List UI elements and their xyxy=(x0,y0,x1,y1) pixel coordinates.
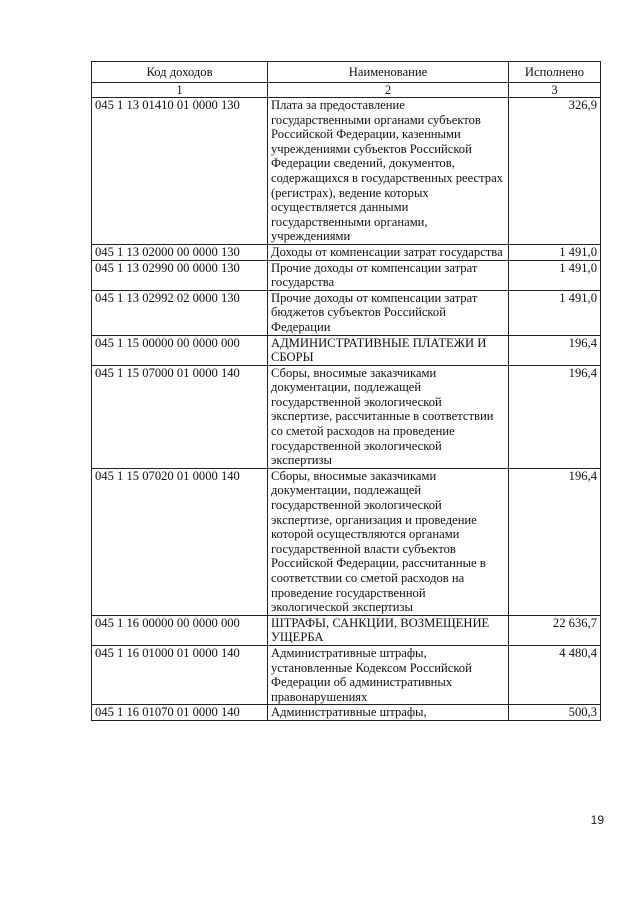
table-row xyxy=(92,260,601,290)
header-row xyxy=(92,62,601,83)
table-row xyxy=(92,705,601,721)
row-code: 045 1 13 01410 01 0000 130 xyxy=(92,98,268,245)
page-number: 19 xyxy=(590,813,604,827)
table-row xyxy=(92,98,601,245)
row-code: 045 1 15 07020 01 0000 140 xyxy=(92,468,268,615)
row-code: 045 1 15 00000 00 0000 000 xyxy=(92,335,268,365)
row-name: Плата за предоставление государственными органами субъектов Российской Федерации, казенными учреждениями субъектов Российской Федерации сведений, документов, содержащихся в государственных реестрах (регистрах), ведение которых осуществляется данными государственными органами, учреждениями xyxy=(268,98,509,245)
table-row xyxy=(92,645,601,704)
column-number-3: 3 xyxy=(509,83,601,98)
row-value: 196,4 xyxy=(509,365,601,468)
row-name: АДМИНИСТРАТИВНЫЕ ПЛАТЕЖИ И СБОРЫ xyxy=(268,335,509,365)
row-value: 1 491,0 xyxy=(509,290,601,335)
row-name: Прочие доходы от компенсации затрат государства xyxy=(268,260,509,290)
table-row xyxy=(92,615,601,645)
table-row xyxy=(92,365,601,468)
column-number-1: 1 xyxy=(92,83,268,98)
table-row xyxy=(92,290,601,335)
row-value: 1 491,0 xyxy=(509,244,601,260)
row-name: Административные штрафы, установленные Кодексом Российской Федерации об административных правонарушениях xyxy=(268,645,509,704)
row-code: 045 1 13 02992 02 0000 130 xyxy=(92,290,268,335)
row-code: 045 1 16 00000 00 0000 000 xyxy=(92,615,268,645)
row-value: 196,4 xyxy=(509,335,601,365)
row-code: 045 1 16 01000 01 0000 140 xyxy=(92,645,268,704)
header-value: Исполнено xyxy=(509,62,601,83)
column-number-row xyxy=(92,83,601,98)
revenue-table xyxy=(91,61,601,721)
table-row xyxy=(92,335,601,365)
row-value: 1 491,0 xyxy=(509,260,601,290)
row-code: 045 1 13 02990 00 0000 130 xyxy=(92,260,268,290)
row-code: 045 1 13 02000 00 0000 130 xyxy=(92,244,268,260)
table-row xyxy=(92,244,601,260)
header-name: Наименование xyxy=(268,62,509,83)
row-name: ШТРАФЫ, САНКЦИИ, ВОЗМЕЩЕНИЕ УЩЕРБА xyxy=(268,615,509,645)
table-row xyxy=(92,468,601,615)
row-value: 196,4 xyxy=(509,468,601,615)
row-value: 326,9 xyxy=(509,98,601,245)
row-value: 500,3 xyxy=(509,705,601,721)
row-code: 045 1 15 07000 01 0000 140 xyxy=(92,365,268,468)
row-name: Доходы от компенсации затрат государства xyxy=(268,244,509,260)
header-code: Код доходов xyxy=(92,62,268,83)
column-number-2: 2 xyxy=(268,83,509,98)
row-value: 22 636,7 xyxy=(509,615,601,645)
row-name: Сборы, вносимые заказчиками документации, подлежащей государственной экологической экспертизе, рассчитанные в соответствии со сметой расходов на проведение государственной экологической экспертизы xyxy=(268,365,509,468)
row-name: Административные штрафы, xyxy=(268,705,509,721)
row-name: Сборы, вносимые заказчиками документации, подлежащей государственной экологической экспертизе, организация и проведение которой осуществляются органами государственной власти субъектов Российской Федерации, рассчитанные в соответствии со сметой расходов на проведение государственной экологической экспертизы xyxy=(268,468,509,615)
row-value: 4 480,4 xyxy=(509,645,601,704)
row-name: Прочие доходы от компенсации затрат бюджетов субъектов Российской Федерации xyxy=(268,290,509,335)
row-code: 045 1 16 01070 01 0000 140 xyxy=(92,705,268,721)
